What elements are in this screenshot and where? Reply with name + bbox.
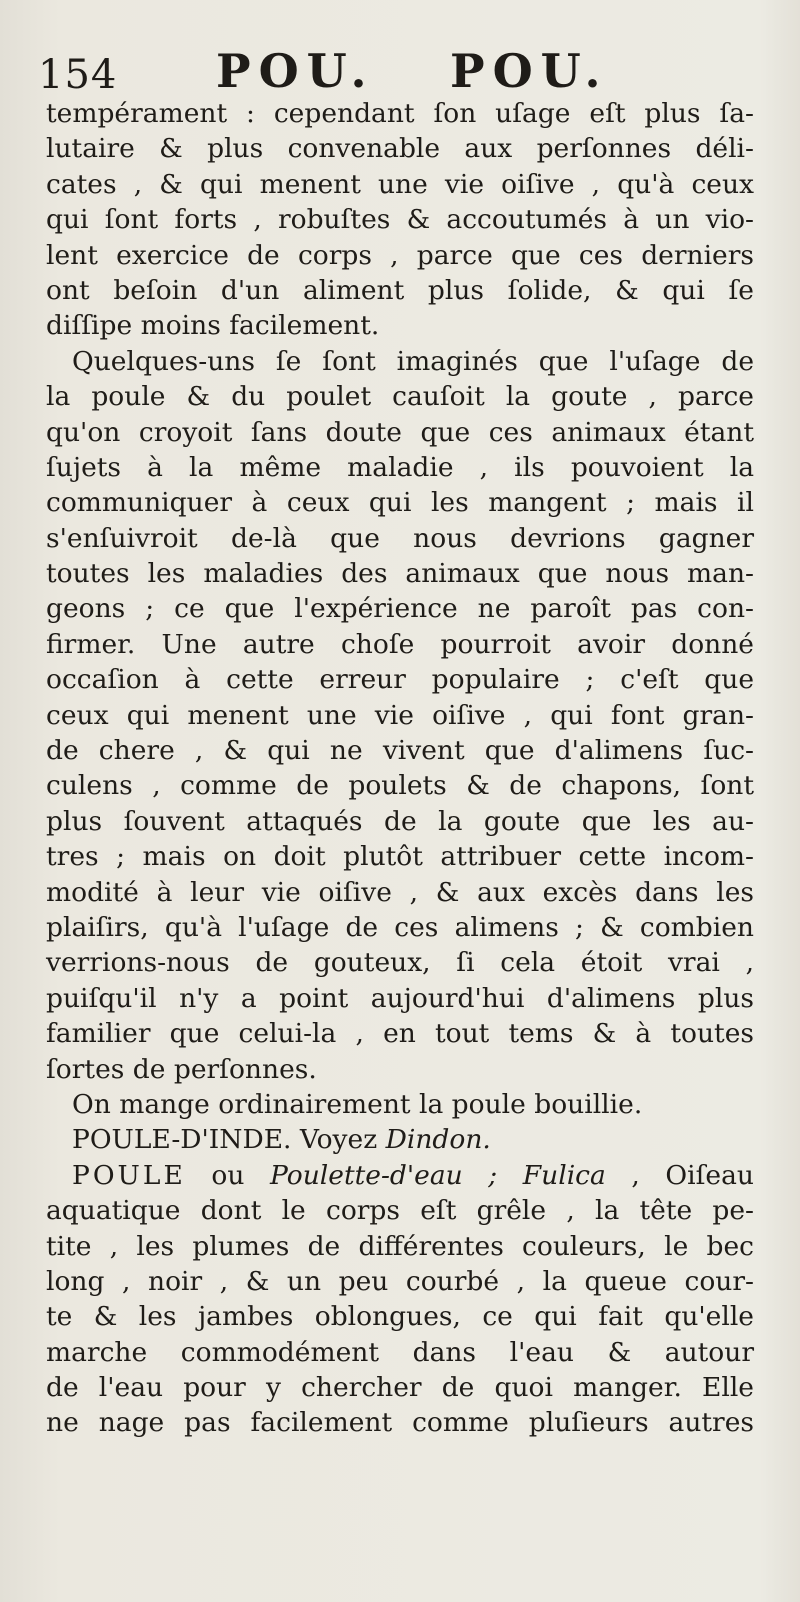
text-line: ſujets à la même maladie , ils pouvoient la [46,451,754,483]
text-line: lent exercice de corps , parce que ces derniers [46,239,754,271]
text-line: plus ſouvent attaqués de la goute que les au- [46,805,754,837]
text-line: long , noir , & un peu courbé , la queue cour- [46,1265,754,1297]
text-line: On mange ordinairement la poule bouillie. [72,1088,643,1120]
text-line: firmer. Une autre choſe pourroit avoir donné [46,628,754,660]
text-line: ont beſoin d'un aliment plus ſolide, & qui ſe [46,274,754,306]
text-line: culens , comme de poulets & de chapons, ſont [46,770,754,802]
text-line: diſſipe moins facilement. [46,310,380,342]
entry-synonym: Poulette-d'eau ; Fulica [270,1159,606,1191]
entry-headword: POULE-D'INDE. Voyez [72,1124,378,1156]
text-line: plaiſirs, qu'à l'uſage de ces alimens ; & combien [46,911,754,943]
text-line: puiſqu'il n'y a point aujourd'hui d'alimens plus [46,982,754,1014]
text-line: s'enſuivroit de-là que nous devrions gagner [46,522,754,554]
text-line: marche commodément dans l'eau & autour [46,1336,754,1368]
entry-line-poule-d-eau [46,1158,754,1193]
cross-reference: Dindon. [385,1124,491,1156]
text-line: tite , les plumes de différentes couleurs, le bec [46,1230,754,1262]
text-line: ceux qui menent une vie oiſive , qui font gran- [46,699,754,731]
text-line: occaſion à cette erreur populaire ; c'eſt que [46,664,754,696]
entry-headword: POULE [72,1159,186,1191]
text-line: aquatique dont le corps eſt grêle , la tête pe- [46,1195,754,1227]
entry-line-poule-d-inde [46,1122,754,1157]
text-line: Quelques-uns ſe ſont imaginés que l'uſage de [72,345,754,377]
text-line: ne nage pas facilement comme pluſieurs autres [46,1407,754,1439]
text-line: de chere , & qui ne vivent que d'alimens ſuc- [46,735,754,767]
text-line: qu'on croyoit ſans doute que ces animaux étant [46,416,754,448]
text-line: modité à leur vie oiſive , & aux excès dans les [46,876,754,908]
entry-definition-start: , Oiſeau [631,1159,754,1191]
body-text [46,96,754,1441]
text-line: tres ; mais on doit plutôt attribuer cette incom- [46,841,754,873]
text-line: tempérament : cependant ſon uſage eſt plus ſa- [46,98,754,129]
text-line: te & les jambes oblongues, ce qui fait qu'elle [46,1301,754,1333]
text-line: ſortes de perſonnes. [46,1053,317,1085]
text-line: lutaire & plus convenable aux perſonnes déli- [46,133,754,165]
text-line: la poule & du poulet cauſoit la goute , parce [46,381,754,413]
page-header [30,44,770,100]
running-head-right: POU. [450,44,609,98]
text-line: familier que celui-la , en tout tems & à toutes [46,1018,754,1050]
text-line: toutes les maladies des animaux que nous man- [46,558,754,590]
text-line: qui ſont forts , robuſtes & accoutumés à un vio- [46,204,754,236]
page-number: 154 [38,52,118,98]
text-line: communiquer à ceux qui les mangent ; mais il [46,487,754,519]
text-line: de l'eau pour y chercher de quoi manger. Elle [46,1372,754,1404]
running-head-left: POU. [216,44,375,98]
entry-conjunction: ou [211,1159,245,1191]
text-line: geons ; ce que l'expérience ne paroît pas con- [46,593,754,625]
text-line: verrions-nous de gouteux, ſi cela étoit vrai , [46,947,754,979]
text-line: cates , & qui menent une vie oiſive , qu'à ceux [46,168,754,200]
